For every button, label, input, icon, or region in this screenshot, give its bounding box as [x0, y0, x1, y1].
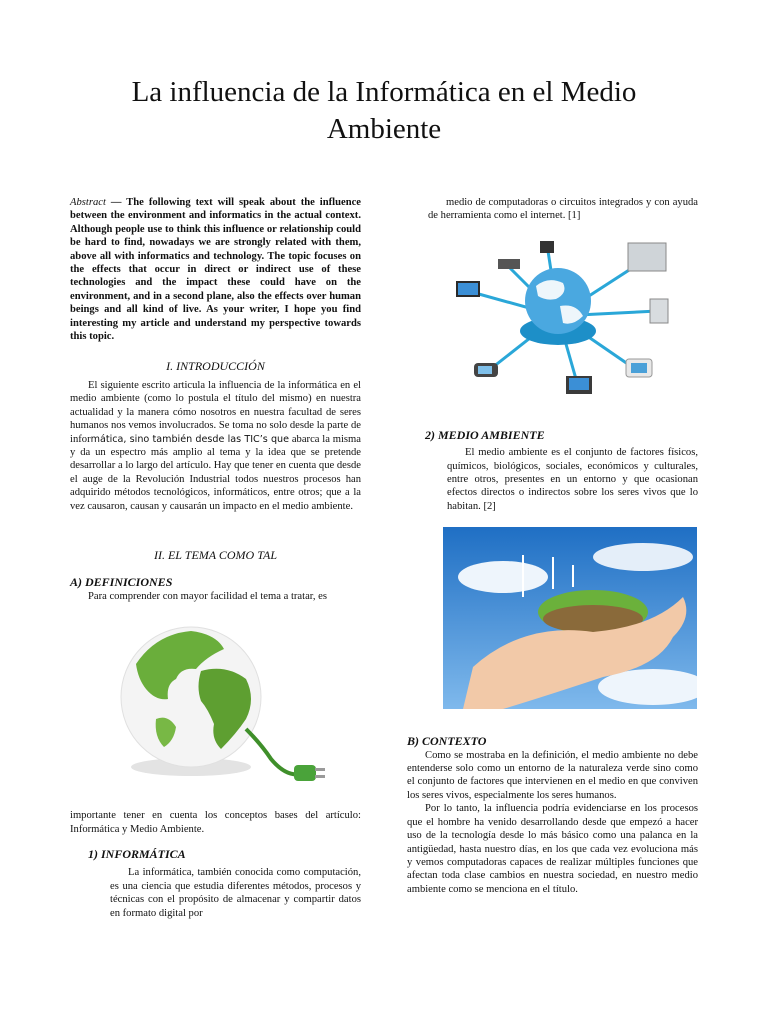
left-column: [70, 196, 361, 920]
intro-text-b: abarca la misma y da un espectro más amplio al tema y la idea que se pretende desarrollar a lo largo del artículo. Hay que tener en cuenta que desde el auge de la Revolución Industrial todos nuestros procesos han adquirido métodos tecnológicos, informáticos, entre otros; que a la vez causaron, causan y causarán un impacto en el medio ambiente.: [70, 433, 361, 512]
abstract-label: Abstract: [70, 197, 106, 208]
abstract-text: — The following text will speak about the influence between the environment and informatics in the actual context. Although people use to think this influence or relationship could be hard to find, nowadays we are strongly related with them, above all with informatics and technology. The topic focuses on the effects that occur in direct or indirect use of these technologies and the impact these could have on the environment, and in a second plane, also the effects over human beings and all kind of live. As your writer, I hope you find interesting my article and understand my perspective towards this topic.: [70, 197, 361, 343]
definiciones-text: Para comprender con mayor facilidad el tema a tratar, es: [88, 590, 327, 602]
section-heading-introduccion: I. INTRODUCCIÓN: [166, 359, 265, 374]
subheading-definiciones: A) DEFINICIONES: [70, 575, 173, 590]
intro-paragraph: [70, 379, 361, 513]
intro-text-a: El siguiente escrito articula la influencia de la informática en el medio ambiente (como lo postula el título del mismo) en nuestra actualidad y la manera cómo nosotros en nuestra facultad de seres humanos nos vemos involucrados. Se toma no solo desde la parte de infor: [70, 379, 361, 445]
informatica-text-continued: medio de computadoras o circuitos integrados y con ayuda de herramienta como el internet. [1]: [428, 197, 698, 222]
abstract: [70, 196, 361, 343]
hand-holding-earth-image: [443, 527, 697, 709]
medio-ambiente-text: El medio ambiente es el conjunto de factores físicos, químicos, biológicos, sociales, económicos y culturales, entre otros, presentes en un entorno y que ocasionan efectos directos o indirectos sobre los seres vivos que lo habitan. [2]: [447, 447, 698, 512]
right-column: [407, 196, 698, 896]
contexto-text-1: Como se mostraba en la definición, el medio ambiente no debe entenderse solo como un entorno de la naturaleza verde sino como el conjunto de factores que intervienen en el medio en que conviven los seres vivos, especialmente los seres humanos.: [407, 749, 698, 801]
subheading-informatica: 1) INFORMÁTICA: [88, 846, 186, 861]
green-earth-plug-image: [96, 609, 336, 799]
paper-title: La influencia de la Informática en el Medio Ambiente: [131, 76, 637, 145]
section-heading-tema: II. EL TEMA COMO TAL: [153, 547, 277, 562]
subheading-contexto: B) CONTEXTO: [407, 734, 487, 749]
computer-network-image: [428, 231, 678, 401]
informatica-text: La informática, también conocida como computación, es una ciencia que estudia diferentes métodos, procesos y técnicas con el propósito de almacenar y compartir datos en formato digital por: [110, 867, 361, 919]
intro-handwritten-text: mática, sino también desde las TIC’s que: [90, 433, 290, 445]
definiciones-text-continued: importante tener en cuenta los conceptos bases del artículo: Informática y Medio Ambiente.: [70, 810, 361, 835]
subheading-medio-ambiente: 2) MEDIO AMBIENTE: [425, 427, 545, 442]
contexto-text-2: Por lo tanto, la influencia podría evidenciarse en los procesos que el hombre ha venido desarrollando desde que empezó a hacer uso de la tecnología desde lo más básico como una palanca en la antigüedad, hasta nuestro días, en los que cada vez evoluciona más y vemos computadoras capaces de realizar múltiples funciones que afectan toda clase cambios en nuestra sociedad, en nuestro medio ambiente como se menciona en el título.: [407, 803, 698, 895]
